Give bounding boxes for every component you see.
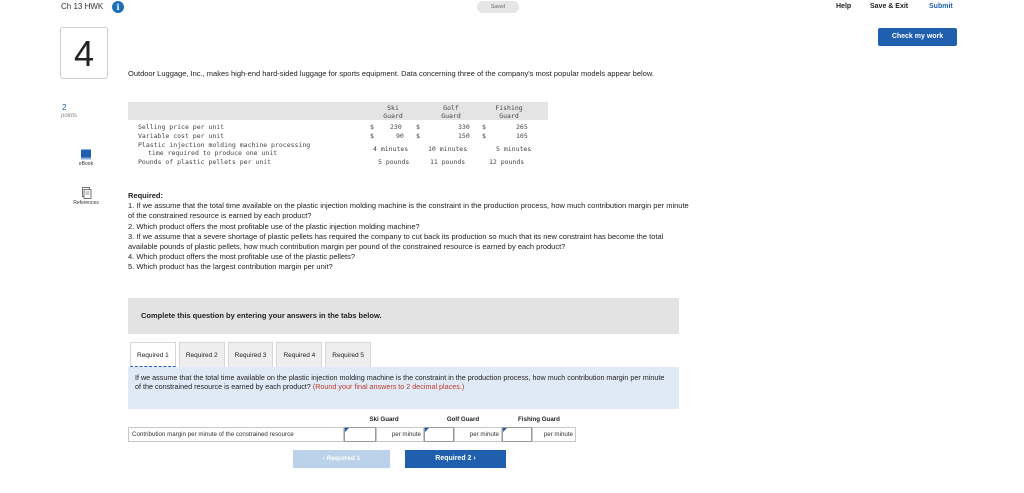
fishing-guard-answer-input[interactable]: [502, 427, 532, 442]
required-heading: Required:: [128, 191, 164, 200]
value-ski-selling: 230: [390, 123, 402, 131]
question-intro: Outdoor Luggage, Inc., makes high-end hard-sided luggage for sports equipment. Data concerning three of the company's most popular models appear below.: [128, 69, 654, 78]
row-label-selling-price: Selling price per unit: [138, 123, 225, 131]
answer-col-ski: Ski Guard: [344, 413, 424, 428]
complete-banner: [128, 298, 679, 334]
unit-label: per minute: [454, 427, 502, 442]
dollar-sign: $: [416, 132, 420, 140]
info-icon[interactable]: i: [112, 1, 124, 13]
row-label-machine-time-2: time required to produce one unit: [148, 149, 278, 157]
save-exit-link[interactable]: Save & Exit: [870, 3, 909, 10]
data-table: [128, 102, 548, 173]
dollar-sign: $: [482, 132, 486, 140]
value-fishing-minutes: 5 minutes: [496, 145, 532, 153]
dollar-sign: $: [370, 132, 374, 140]
required-item-5: 5. Which product has the largest contribution margin per unit?: [128, 262, 333, 272]
required-item-1: 1. If we assume that the total time available on the plastic injection molding machine is the constraint in the production process, how much contribution margin per minute of the constrained resource is earned by each product?: [128, 201, 689, 221]
row-label-pellets: Pounds of plastic pellets per unit: [138, 158, 272, 166]
unit-label: per minute: [376, 427, 424, 442]
question-number: 4: [60, 27, 108, 79]
ebook-label: eBook: [78, 161, 94, 167]
value-ski-minutes: 4 minutes: [373, 145, 409, 153]
dollar-sign: $: [416, 123, 420, 131]
tab-required-2[interactable]: Required 2: [179, 342, 225, 367]
row-label-machine-time: Plastic injection molding machine processing: [138, 141, 311, 149]
unit-label: per minute: [532, 427, 576, 442]
top-bar: [0, 0, 1024, 16]
dollar-sign: $: [482, 123, 486, 131]
references-icon: [80, 187, 92, 199]
row-label-variable-cost: Variable cost per unit: [138, 132, 225, 140]
answer-col-golf: Golf Guard: [424, 413, 502, 428]
submit-link[interactable]: Submit: [929, 3, 953, 10]
points-value: 2: [62, 103, 67, 112]
points-label: points: [61, 113, 78, 119]
value-fishing-selling: 265: [516, 123, 528, 131]
required-item-3: 3. If we assume that a severe shortage of plastic pellets has required the company to cut back its production so much that its new constraint has become the total available pounds of plastic pellets, how much contribution margin per pound of the constrained resource is earned by each product?: [128, 231, 664, 252]
col-header-golf-1: Golf: [443, 104, 459, 112]
help-link[interactable]: Help: [836, 3, 852, 10]
assignment-title: Ch 13 HWK: [61, 2, 104, 11]
references-label: References: [73, 200, 99, 206]
value-golf-selling: 330: [458, 123, 470, 131]
check-my-work-button[interactable]: Check my work: [878, 28, 957, 46]
col-header-fishing-2: Guard: [499, 112, 519, 120]
dollar-sign: $: [370, 123, 374, 131]
value-ski-pounds: 5 pounds: [378, 158, 410, 166]
tab-required-4[interactable]: Required 4: [276, 342, 322, 367]
complete-banner-text: Complete this question by entering your answers in the tabs below.: [141, 311, 382, 320]
required-section: [128, 191, 693, 273]
golf-guard-answer-input[interactable]: [424, 427, 454, 442]
required-item-2: 2. Which product offers the most profitable use of the plastic injection molding machine?: [128, 221, 420, 231]
next-tab-button[interactable]: [405, 450, 506, 468]
col-header-golf-2: Guard: [441, 112, 461, 120]
saved-status: Saved: [477, 1, 519, 13]
chevron-right-icon: ›: [471, 455, 476, 462]
ebook-button[interactable]: [58, 149, 114, 167]
ebook-icon: [80, 149, 92, 160]
value-ski-variable: 90: [396, 132, 404, 140]
tab-required-1[interactable]: Required 1: [130, 342, 176, 367]
value-fishing-pounds: 12 pounds: [489, 158, 525, 166]
tab-required-3[interactable]: Required 3: [228, 342, 274, 367]
col-header-fishing-1: Fishing: [495, 104, 523, 112]
col-header-ski-1: Ski: [387, 104, 399, 112]
answer-col-fishing: Fishing Guard: [502, 413, 576, 428]
required-item-4: 4. Which product offers the most profitable use of the plastic pellets?: [128, 252, 356, 262]
previous-tab-button[interactable]: [293, 450, 390, 468]
value-golf-pounds: 11 pounds: [430, 158, 466, 166]
instructions-panel: [128, 367, 679, 409]
previous-tab-label: Required 1: [326, 455, 361, 462]
tab-required-5[interactable]: Required 5: [325, 342, 371, 367]
value-golf-minutes: 10 minutes: [428, 145, 468, 153]
references-button[interactable]: [58, 187, 114, 206]
instructions-text: If we assume that the total time available on the plastic injection molding machine is the constraint in the production process, how much contribution margin per minute of the constrained resource is earned by each product?: [135, 373, 665, 391]
value-golf-variable: 150: [458, 132, 470, 140]
data-table-header-band: [128, 102, 548, 120]
chevron-left-icon: ‹: [322, 455, 327, 462]
value-fishing-variable: 105: [516, 132, 528, 140]
next-tab-label: Required 2: [435, 455, 472, 462]
answer-row-label: Contribution margin per minute of the constrained resource: [128, 427, 344, 442]
col-header-ski-2: Guard: [383, 112, 403, 120]
ski-guard-answer-input[interactable]: [344, 427, 376, 442]
rounding-hint: (Round your final answers to 2 decimal places.): [312, 382, 465, 391]
required-tabs: [130, 342, 374, 367]
